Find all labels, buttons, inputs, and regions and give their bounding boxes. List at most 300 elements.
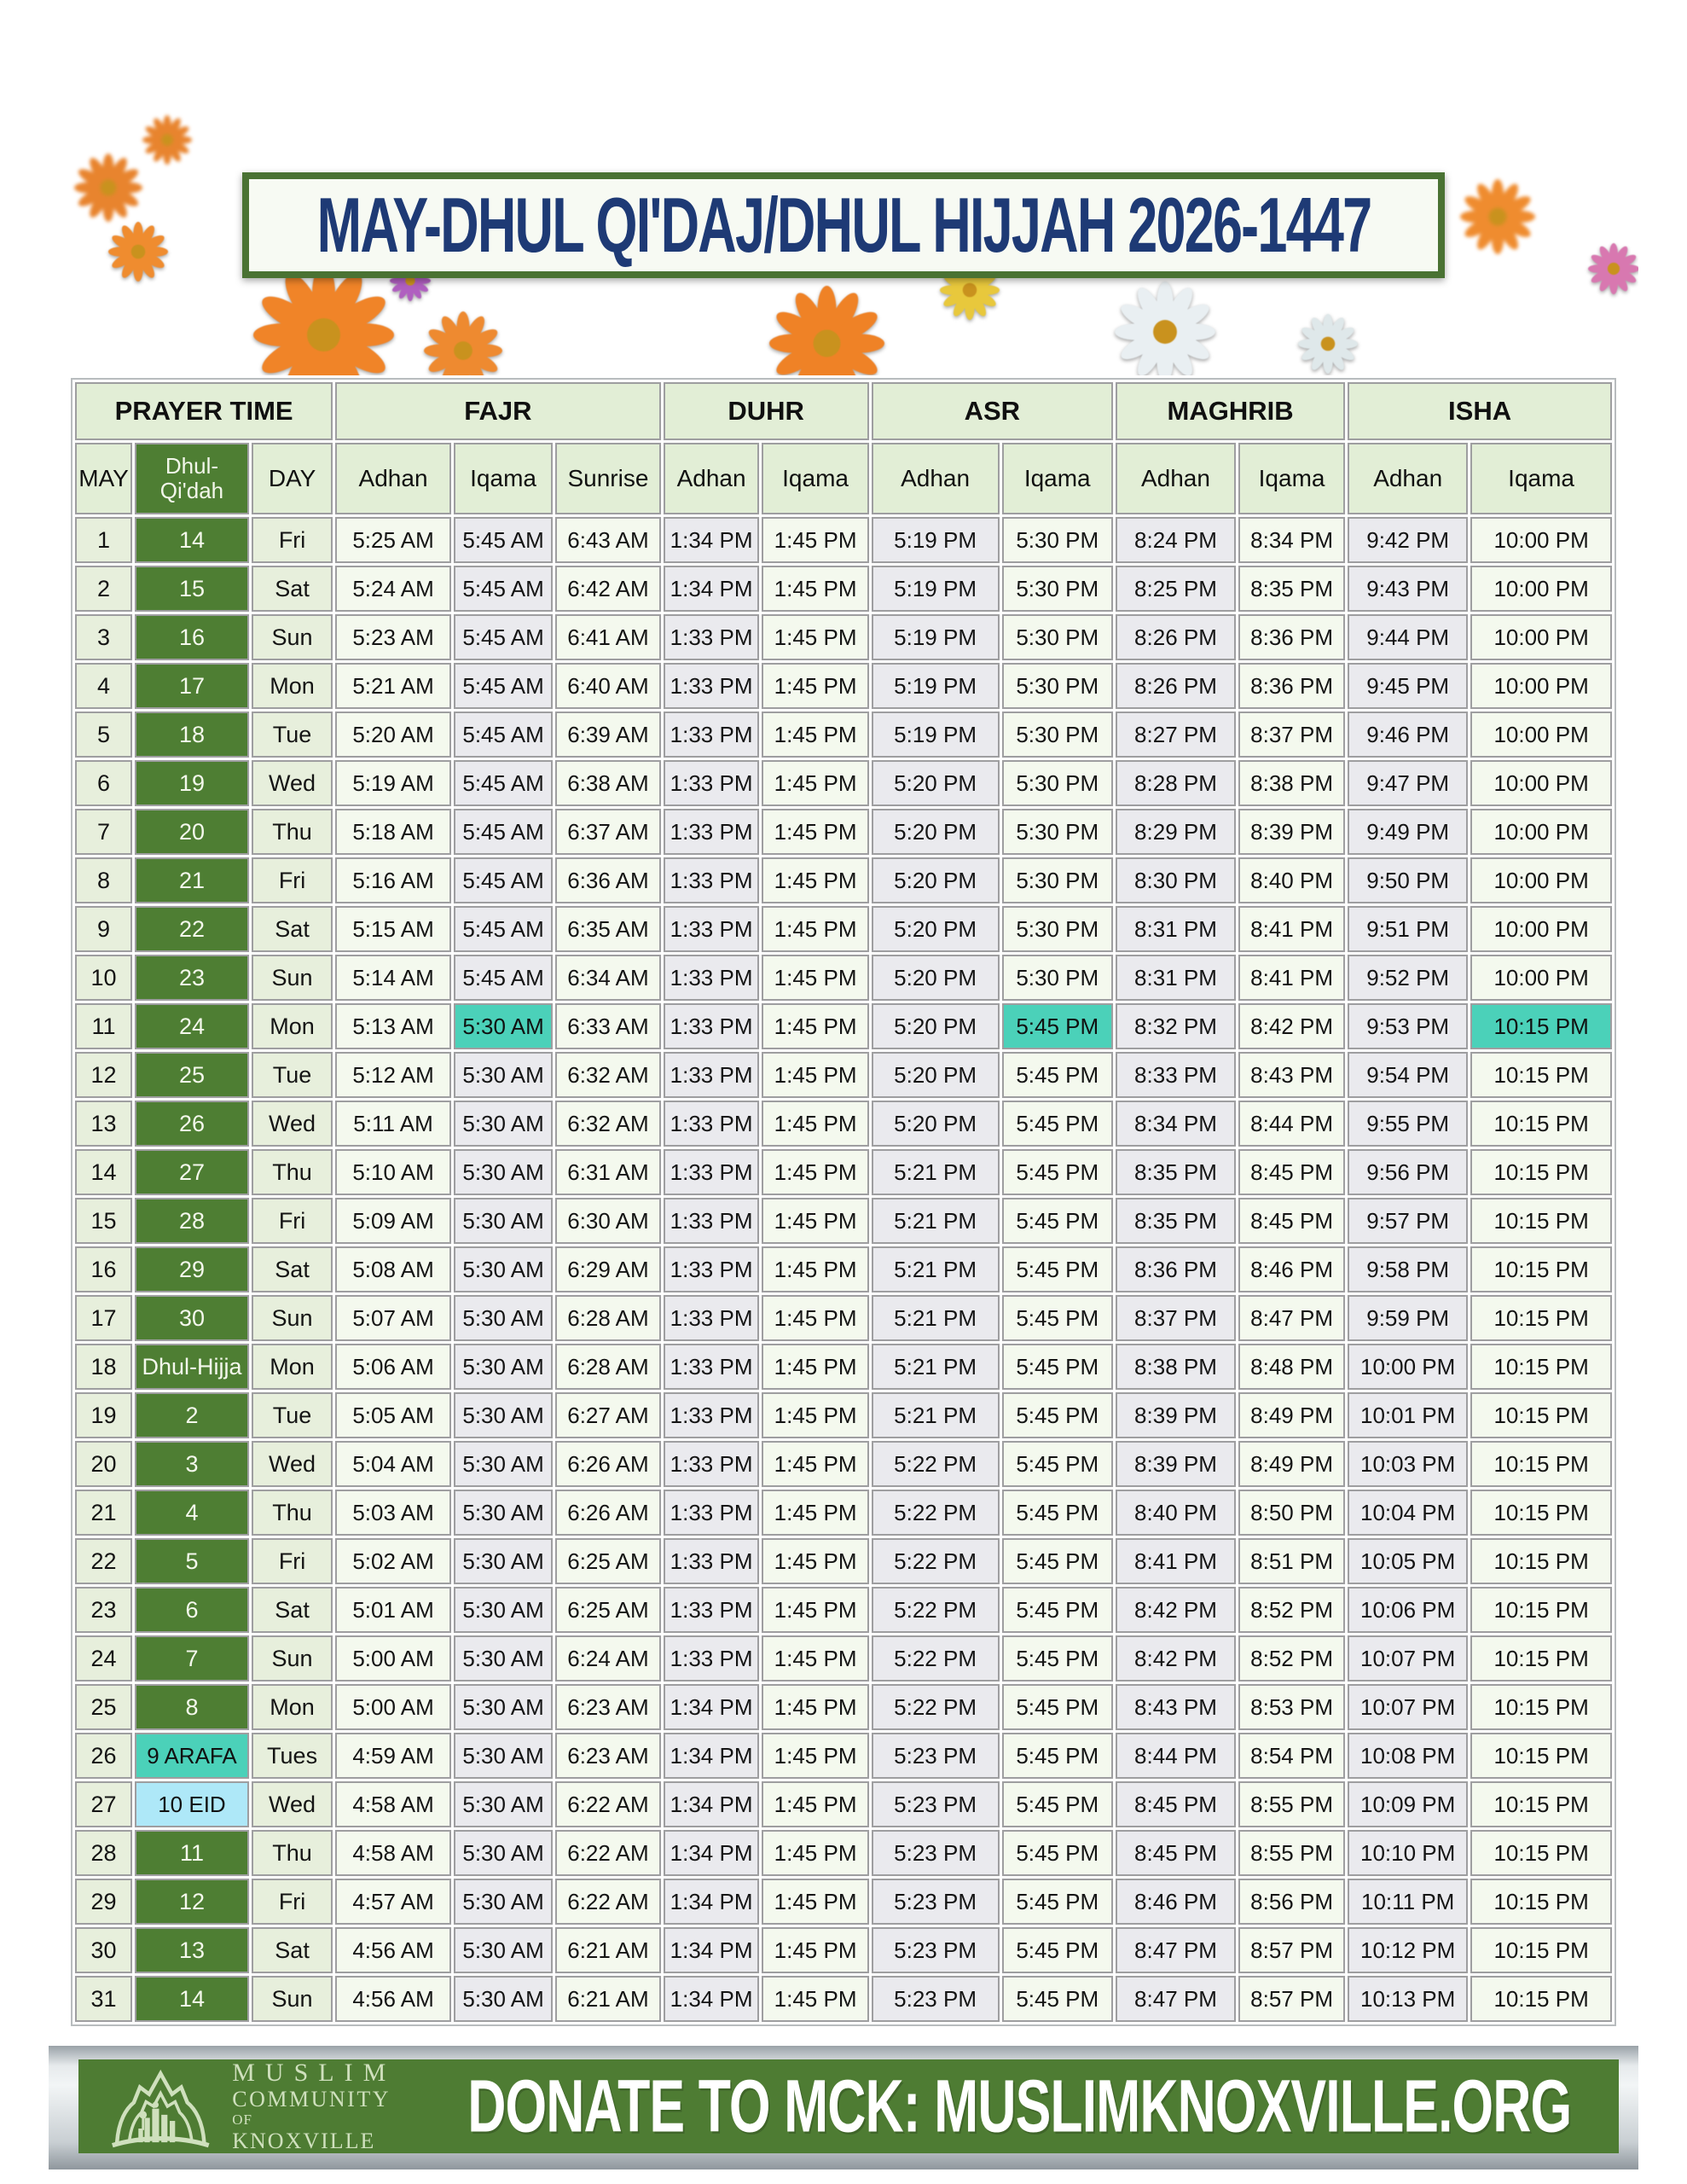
header-banner xyxy=(49,94,1638,375)
cell: 8:29 PM xyxy=(1116,809,1236,855)
column-header: Adhan xyxy=(1116,443,1236,514)
cell: Thu xyxy=(252,1149,333,1195)
cell: 10:00 PM xyxy=(1470,857,1612,903)
cell: 8:51 PM xyxy=(1238,1538,1345,1584)
flower-icon xyxy=(108,222,168,282)
cell: 5:30 AM xyxy=(454,1927,553,1973)
cell: 1:45 PM xyxy=(762,1101,868,1147)
cell: 10:00 PM xyxy=(1470,663,1612,709)
cell: 5:30 PM xyxy=(1002,857,1113,903)
footer-frame xyxy=(49,2046,1638,2169)
cell: 17 xyxy=(75,1295,132,1341)
cell: Sun xyxy=(252,955,333,1001)
column-header: Adhan xyxy=(1348,443,1468,514)
column-header: Adhan xyxy=(335,443,451,514)
cell: 4:58 AM xyxy=(335,1781,451,1827)
flower-icon xyxy=(769,286,884,375)
cell: 5:21 PM xyxy=(872,1295,1000,1341)
cell: 5:30 PM xyxy=(1002,614,1113,660)
cell: 8:36 PM xyxy=(1116,1246,1236,1292)
cell: 8:44 PM xyxy=(1238,1101,1345,1147)
table-row xyxy=(75,1441,1612,1487)
cell: 10:06 PM xyxy=(1348,1587,1468,1633)
cell: 8:28 PM xyxy=(1116,760,1236,806)
cell: 19 xyxy=(75,1392,132,1438)
cell: 5:30 AM xyxy=(454,1538,553,1584)
cell: 5:30 AM xyxy=(454,1344,553,1390)
cell: 8:45 PM xyxy=(1238,1149,1345,1195)
cell: 5:30 PM xyxy=(1002,566,1113,612)
cell: Sat xyxy=(252,1587,333,1633)
column-header: Iqama xyxy=(454,443,553,514)
cell: 11 xyxy=(75,1003,132,1049)
flower-icon xyxy=(1115,282,1215,375)
cell: 9:45 PM xyxy=(1348,663,1468,709)
cell: 5 xyxy=(75,712,132,758)
cell: 8:25 PM xyxy=(1116,566,1236,612)
cell: 8:52 PM xyxy=(1238,1635,1345,1682)
cell: 4:59 AM xyxy=(335,1733,451,1779)
cell: 8:42 PM xyxy=(1116,1587,1236,1633)
table-row xyxy=(75,1101,1612,1147)
cell: 5:45 PM xyxy=(1002,1635,1113,1682)
cell: 5:00 AM xyxy=(335,1635,451,1682)
cell: 10:11 PM xyxy=(1348,1879,1468,1925)
cell: 5:30 AM xyxy=(454,1733,553,1779)
cell: 6:37 AM xyxy=(555,809,660,855)
table-row xyxy=(75,517,1612,563)
cell: 5:21 PM xyxy=(872,1246,1000,1292)
cell: 5:30 AM xyxy=(454,1003,553,1049)
cell: 5:12 AM xyxy=(335,1052,451,1098)
org-name-line3: OF KNOXVILLE xyxy=(232,2111,376,2154)
cell: 8:32 PM xyxy=(1116,1003,1236,1049)
cell: 10:15 PM xyxy=(1470,1101,1612,1147)
cell: 8:44 PM xyxy=(1116,1733,1236,1779)
cell: 22 xyxy=(75,1538,132,1584)
cell: 10:15 PM xyxy=(1470,1295,1612,1341)
cell: Tues xyxy=(252,1733,333,1779)
cell: 27 xyxy=(135,1149,249,1195)
cell: 20 xyxy=(135,809,249,855)
cell: 1:34 PM xyxy=(664,517,760,563)
cell: 5:45 PM xyxy=(1002,1976,1113,2022)
cell: 12 xyxy=(75,1052,132,1098)
cell: Fri xyxy=(252,1879,333,1925)
cell: 10:15 PM xyxy=(1470,1927,1612,1973)
cell: 6:28 AM xyxy=(555,1295,660,1341)
cell: 8:24 PM xyxy=(1116,517,1236,563)
cell: 1:34 PM xyxy=(664,1830,760,1876)
cell: 5:45 PM xyxy=(1002,1927,1113,1973)
cell: 5:45 AM xyxy=(454,663,553,709)
donate-banner xyxy=(78,2059,1620,2153)
cell: 8:34 PM xyxy=(1116,1101,1236,1147)
cell: 1:45 PM xyxy=(762,1003,868,1049)
cell: 5:13 AM xyxy=(335,1003,451,1049)
cell: 1:33 PM xyxy=(664,1538,760,1584)
cell: 10:10 PM xyxy=(1348,1830,1468,1876)
cell: Dhul-Hijja xyxy=(135,1344,249,1390)
cell: 10:15 PM xyxy=(1470,1003,1612,1049)
cell: 5:23 PM xyxy=(872,1781,1000,1827)
cell: 5:30 AM xyxy=(454,1441,553,1487)
cell: 8:35 PM xyxy=(1116,1149,1236,1195)
table-row xyxy=(75,1052,1612,1098)
cell: 8:47 PM xyxy=(1116,1927,1236,1973)
cell: 5:45 AM xyxy=(454,809,553,855)
table-row xyxy=(75,1733,1612,1779)
cell: 8:47 PM xyxy=(1238,1295,1345,1341)
cell: 10:00 PM xyxy=(1470,955,1612,1001)
cell: 5:30 PM xyxy=(1002,760,1113,806)
cell: 10:15 PM xyxy=(1470,1246,1612,1292)
cell: 10:13 PM xyxy=(1348,1976,1468,2022)
cell: 1:45 PM xyxy=(762,614,868,660)
cell: 9 xyxy=(75,906,132,952)
org-name-line2: COMMUNITY xyxy=(232,2087,391,2112)
cell: 2 xyxy=(135,1392,249,1438)
cell: 5:19 PM xyxy=(872,614,1000,660)
cell: 14 xyxy=(75,1149,132,1195)
cell: 10 EID xyxy=(135,1781,249,1827)
cell: 5:19 AM xyxy=(335,760,451,806)
cell: 5:30 AM xyxy=(454,1684,553,1730)
table-row xyxy=(75,906,1612,952)
cell: 8:37 PM xyxy=(1116,1295,1236,1341)
cell: 6:31 AM xyxy=(555,1149,660,1195)
cell: 9:56 PM xyxy=(1348,1149,1468,1195)
cell: 23 xyxy=(135,955,249,1001)
cell: 5:45 PM xyxy=(1002,1733,1113,1779)
cell: 8:40 PM xyxy=(1238,857,1345,903)
cell: 10:15 PM xyxy=(1470,1441,1612,1487)
column-header: Iqama xyxy=(1002,443,1113,514)
column-header: DAY xyxy=(252,443,333,514)
cell: 2 xyxy=(75,566,132,612)
cell: 8:57 PM xyxy=(1238,1927,1345,1973)
cell: 1:33 PM xyxy=(664,955,760,1001)
cell: 10:07 PM xyxy=(1348,1684,1468,1730)
cell: 5:09 AM xyxy=(335,1198,451,1244)
cell: 6:22 AM xyxy=(555,1830,660,1876)
cell: 1:45 PM xyxy=(762,1879,868,1925)
column-header: Iqama xyxy=(1238,443,1345,514)
cell: 5:05 AM xyxy=(335,1392,451,1438)
cell: 9:42 PM xyxy=(1348,517,1468,563)
cell: 5:03 AM xyxy=(335,1490,451,1536)
cell: Wed xyxy=(252,1781,333,1827)
cell: 5:21 PM xyxy=(872,1344,1000,1390)
cell: 8:36 PM xyxy=(1238,663,1345,709)
cell: Wed xyxy=(252,1101,333,1147)
cell: 5:15 AM xyxy=(335,906,451,952)
cell: 1:45 PM xyxy=(762,1733,868,1779)
cell: 8:45 PM xyxy=(1116,1781,1236,1827)
group-header-asr: ASR xyxy=(872,382,1113,440)
cell: 4:58 AM xyxy=(335,1830,451,1876)
cell: 6:26 AM xyxy=(555,1490,660,1536)
cell: 10:15 PM xyxy=(1470,1976,1612,2022)
cell: 1:33 PM xyxy=(664,1198,760,1244)
cell: 8:49 PM xyxy=(1238,1392,1345,1438)
cell: 5:45 AM xyxy=(454,517,553,563)
cell: 5:30 AM xyxy=(454,1198,553,1244)
column-header: MAY xyxy=(75,443,132,514)
cell: 26 xyxy=(135,1101,249,1147)
cell: 24 xyxy=(135,1003,249,1049)
cell: 1:34 PM xyxy=(664,1927,760,1973)
cell: 8:48 PM xyxy=(1238,1344,1345,1390)
cell: 5:30 PM xyxy=(1002,712,1113,758)
cell: 5:45 AM xyxy=(454,906,553,952)
cell: 5:20 PM xyxy=(872,1003,1000,1049)
cell: 10:09 PM xyxy=(1348,1781,1468,1827)
cell: 1:45 PM xyxy=(762,1927,868,1973)
table-row xyxy=(75,1198,1612,1244)
column-header: Dhul-Qi'dah xyxy=(135,443,249,514)
page-title: MAY-DHUL QI'DAJ/DHUL HIJJAH 2026-1447 xyxy=(316,182,1371,269)
cell: 18 xyxy=(135,712,249,758)
cell: 5:21 AM xyxy=(335,663,451,709)
cell: 1:45 PM xyxy=(762,1684,868,1730)
cell: 10:00 PM xyxy=(1470,712,1612,758)
cell: 5:30 PM xyxy=(1002,809,1113,855)
cell: Wed xyxy=(252,1441,333,1487)
cell: 10:15 PM xyxy=(1470,1344,1612,1390)
cell: 10:15 PM xyxy=(1470,1490,1612,1536)
cell: 4:56 AM xyxy=(335,1976,451,2022)
cell: 1:45 PM xyxy=(762,1441,868,1487)
cell: 5:45 AM xyxy=(454,955,553,1001)
cell: 10:03 PM xyxy=(1348,1441,1468,1487)
cell: 1:45 PM xyxy=(762,1587,868,1633)
cell: 5:45 AM xyxy=(454,614,553,660)
cell: 10:08 PM xyxy=(1348,1733,1468,1779)
cell: 6:43 AM xyxy=(555,517,660,563)
cell: 1:45 PM xyxy=(762,857,868,903)
cell: 10:05 PM xyxy=(1348,1538,1468,1584)
cell: 7 xyxy=(75,809,132,855)
table-row xyxy=(75,712,1612,758)
cell: 10:00 PM xyxy=(1470,760,1612,806)
cell: 9 ARAFA xyxy=(135,1733,249,1779)
cell: 1:45 PM xyxy=(762,906,868,952)
cell: 8:50 PM xyxy=(1238,1490,1345,1536)
table-row xyxy=(75,1538,1612,1584)
cell: 10:15 PM xyxy=(1470,1684,1612,1730)
cell: 5:45 PM xyxy=(1002,1538,1113,1584)
cell: Tue xyxy=(252,1392,333,1438)
cell: 8:36 PM xyxy=(1238,614,1345,660)
cell: 8:41 PM xyxy=(1238,955,1345,1001)
cell: 1:45 PM xyxy=(762,1976,868,2022)
cell: 1:33 PM xyxy=(664,1295,760,1341)
cell: 1:33 PM xyxy=(664,1052,760,1098)
cell: 1:33 PM xyxy=(664,1344,760,1390)
cell: Mon xyxy=(252,1003,333,1049)
cell: 5:23 PM xyxy=(872,1733,1000,1779)
cell: 1:33 PM xyxy=(664,809,760,855)
cell: 1:45 PM xyxy=(762,663,868,709)
cell: 30 xyxy=(135,1295,249,1341)
cell: 5:20 PM xyxy=(872,906,1000,952)
cell: 29 xyxy=(75,1879,132,1925)
cell: 9:47 PM xyxy=(1348,760,1468,806)
cell: 8:47 PM xyxy=(1116,1976,1236,2022)
cell: 5:08 AM xyxy=(335,1246,451,1292)
cell: 10:15 PM xyxy=(1470,1587,1612,1633)
cell: 5:18 AM xyxy=(335,809,451,855)
cell: 8:35 PM xyxy=(1238,566,1345,612)
cell: 13 xyxy=(135,1927,249,1973)
table-row xyxy=(75,614,1612,660)
cell: 28 xyxy=(135,1198,249,1244)
cell: 5:45 PM xyxy=(1002,1101,1113,1147)
cell: 8:54 PM xyxy=(1238,1733,1345,1779)
table-row xyxy=(75,1781,1612,1827)
cell: 8:43 PM xyxy=(1116,1684,1236,1730)
cell: Fri xyxy=(252,1198,333,1244)
cell: Thu xyxy=(252,809,333,855)
cell: 6:36 AM xyxy=(555,857,660,903)
cell: 1:33 PM xyxy=(664,906,760,952)
donate-link[interactable]: DONATE TO MCK: MUSLIMKNOXVILLE.ORG xyxy=(467,2064,1572,2148)
cell: 10:15 PM xyxy=(1470,1538,1612,1584)
cell: 1:45 PM xyxy=(762,1830,868,1876)
cell: 5:20 PM xyxy=(872,955,1000,1001)
cell: 6:33 AM xyxy=(555,1003,660,1049)
cell: 9:53 PM xyxy=(1348,1003,1468,1049)
table-row xyxy=(75,760,1612,806)
table-row xyxy=(75,663,1612,709)
sub-header-row xyxy=(75,443,1612,514)
cell: 5:06 AM xyxy=(335,1344,451,1390)
cell: 8:35 PM xyxy=(1116,1198,1236,1244)
cell: 8:55 PM xyxy=(1238,1830,1345,1876)
cell: 1:34 PM xyxy=(664,1879,760,1925)
cell: 9:59 PM xyxy=(1348,1295,1468,1341)
cell: 5:45 AM xyxy=(454,712,553,758)
cell: 3 xyxy=(75,614,132,660)
cell: 1:33 PM xyxy=(664,1003,760,1049)
cell: 9:44 PM xyxy=(1348,614,1468,660)
cell: 14 xyxy=(135,1976,249,2022)
cell: 16 xyxy=(75,1246,132,1292)
cell: 8:31 PM xyxy=(1116,955,1236,1001)
cell: 5:45 AM xyxy=(454,566,553,612)
cell: 10:00 PM xyxy=(1470,566,1612,612)
cell: 1:33 PM xyxy=(664,614,760,660)
cell: 6:34 AM xyxy=(555,955,660,1001)
table-row xyxy=(75,1879,1612,1925)
cell: 5:45 PM xyxy=(1002,1781,1113,1827)
cell: 6:27 AM xyxy=(555,1392,660,1438)
cell: 5:19 PM xyxy=(872,517,1000,563)
cell: 6:32 AM xyxy=(555,1101,660,1147)
cell: 8 xyxy=(135,1684,249,1730)
cell: 6:25 AM xyxy=(555,1538,660,1584)
cell: 8:37 PM xyxy=(1238,712,1345,758)
cell: 8:27 PM xyxy=(1116,712,1236,758)
cell: 10:15 PM xyxy=(1470,1733,1612,1779)
cell: 6:21 AM xyxy=(555,1976,660,2022)
cell: 18 xyxy=(75,1344,132,1390)
group-header-maghrib: MAGHRIB xyxy=(1116,382,1345,440)
cell: 1:34 PM xyxy=(664,566,760,612)
cell: Sat xyxy=(252,566,333,612)
cell: 5:25 AM xyxy=(335,517,451,563)
cell: 10:12 PM xyxy=(1348,1927,1468,1973)
cell: 5:21 PM xyxy=(872,1392,1000,1438)
cell: 9:58 PM xyxy=(1348,1246,1468,1292)
cell: 10:15 PM xyxy=(1470,1149,1612,1195)
cell: 5:45 PM xyxy=(1002,1441,1113,1487)
cell: 5:07 AM xyxy=(335,1295,451,1341)
table-row xyxy=(75,1149,1612,1195)
cell: 8:46 PM xyxy=(1116,1879,1236,1925)
cell: 5:22 PM xyxy=(872,1587,1000,1633)
group-header-duhr: DUHR xyxy=(664,382,869,440)
cell: 8:38 PM xyxy=(1238,760,1345,806)
cell: 5:21 PM xyxy=(872,1149,1000,1195)
cell: 6:42 AM xyxy=(555,566,660,612)
cell: 5:45 PM xyxy=(1002,1830,1113,1876)
cell: 9:52 PM xyxy=(1348,955,1468,1001)
cell: 8:26 PM xyxy=(1116,614,1236,660)
cell: 5:45 AM xyxy=(454,760,553,806)
cell: 1:45 PM xyxy=(762,1392,868,1438)
column-header: Iqama xyxy=(762,443,868,514)
cell: 6:35 AM xyxy=(555,906,660,952)
cell: 13 xyxy=(75,1101,132,1147)
cell: 6:23 AM xyxy=(555,1684,660,1730)
table-row xyxy=(75,1392,1612,1438)
cell: 6:23 AM xyxy=(555,1733,660,1779)
cell: Mon xyxy=(252,1344,333,1390)
cell: 5:45 PM xyxy=(1002,1587,1113,1633)
cell: 1:45 PM xyxy=(762,760,868,806)
cell: 5:16 AM xyxy=(335,857,451,903)
column-header: Adhan xyxy=(872,443,1000,514)
cell: 5:23 PM xyxy=(872,1927,1000,1973)
cell: Thu xyxy=(252,1830,333,1876)
cell: 10:15 PM xyxy=(1470,1392,1612,1438)
cell: 5:19 PM xyxy=(872,663,1000,709)
table-row xyxy=(75,1976,1612,2022)
cell: 17 xyxy=(135,663,249,709)
cell: 1:33 PM xyxy=(664,760,760,806)
cell: 22 xyxy=(135,906,249,952)
cell: 5:20 PM xyxy=(872,1101,1000,1147)
cell: 1:45 PM xyxy=(762,1781,868,1827)
cell: 6:39 AM xyxy=(555,712,660,758)
cell: 19 xyxy=(135,760,249,806)
cell: 1:33 PM xyxy=(664,712,760,758)
cell: 1:45 PM xyxy=(762,1344,868,1390)
cell: 8:52 PM xyxy=(1238,1587,1345,1633)
cell: 8:40 PM xyxy=(1116,1490,1236,1536)
cell: 5:01 AM xyxy=(335,1587,451,1633)
table-row xyxy=(75,1003,1612,1049)
cell: 1:33 PM xyxy=(664,663,760,709)
cell: Fri xyxy=(252,1538,333,1584)
cell: 3 xyxy=(135,1441,249,1487)
cell: 1:45 PM xyxy=(762,809,868,855)
cell: 8:41 PM xyxy=(1238,906,1345,952)
cell: 1:45 PM xyxy=(762,517,868,563)
flower-icon xyxy=(253,264,394,375)
